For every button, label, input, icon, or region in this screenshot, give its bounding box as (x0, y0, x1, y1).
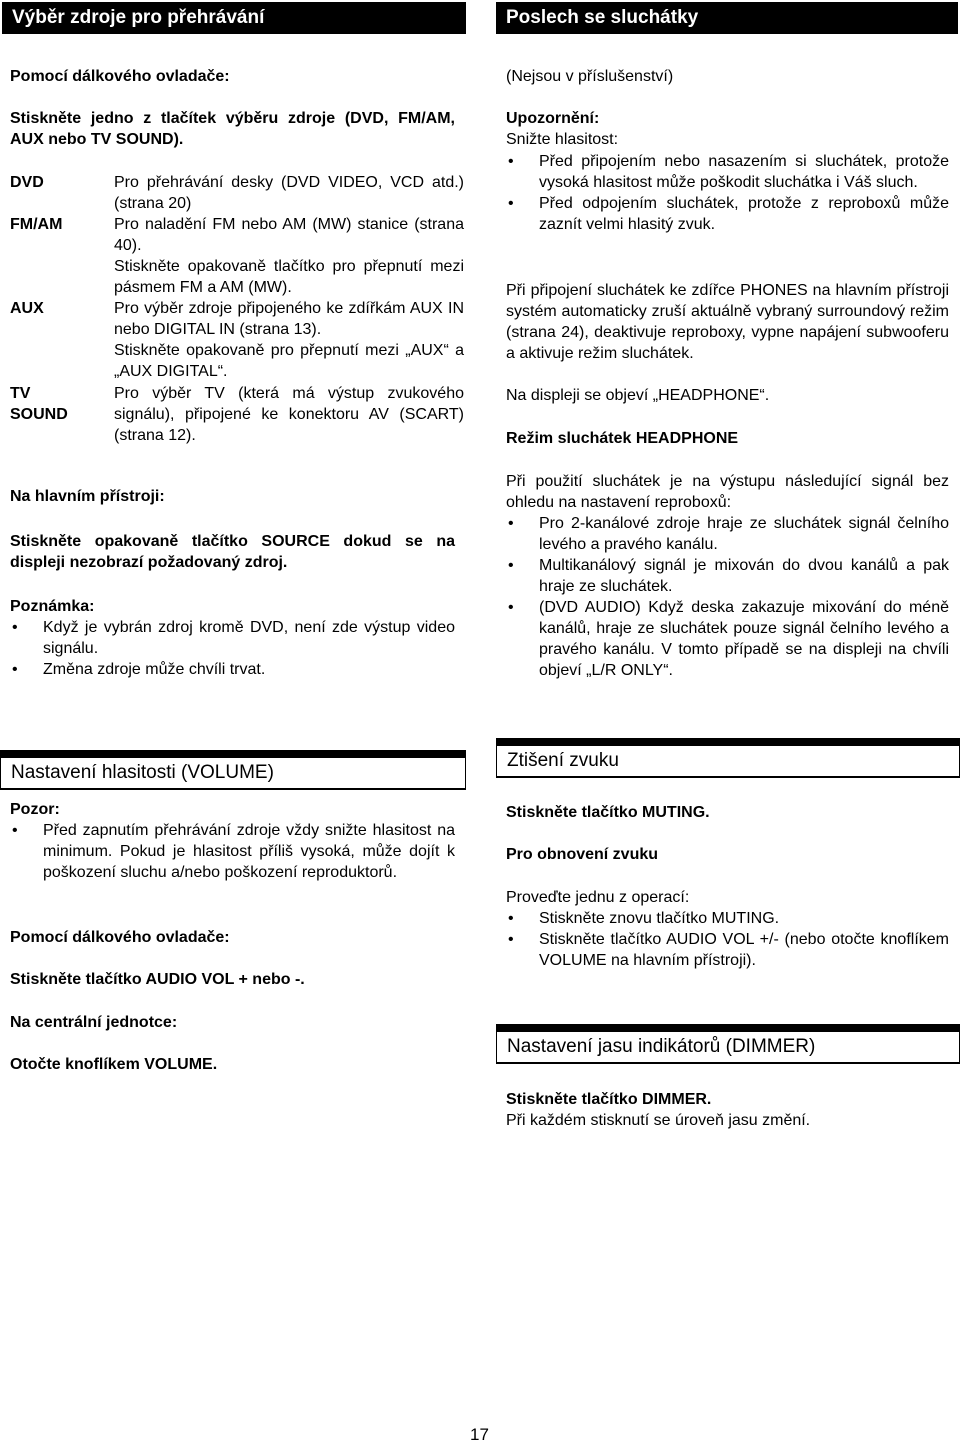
main-unit-heading: Na hlavním přístroji: (10, 488, 165, 505)
headphone-mode-item: • Multikanálový signál je mixován do dvou kanálů a pak hraje ze sluchátek. (506, 555, 949, 597)
restore-list (506, 908, 949, 971)
page-number: 17 (470, 1425, 489, 1444)
vol-unit-heading: Na centrální jednotce: (10, 1014, 178, 1031)
source-desc (114, 383, 464, 446)
section-title-dimmer: Nastavení jasu indikátorů (DIMMER) (496, 1024, 960, 1064)
section-title-source: Výběr zdroje pro přehrávání (2, 2, 466, 34)
restore-item: • Stiskněte tlačítko AUDIO VOL +/- (nebo otočte knoflíkem VOLUME na hlavním přístroji). (506, 929, 949, 971)
source-key: DVD (10, 174, 44, 191)
warning-item: • Před připojením nebo nasazením si sluchátek, protože vysoká hlasitost může poškodit sluchátka i Váš sluch. (506, 151, 949, 193)
source-desc-line: Pro výběr TV (která má výstup zvukového signálu), připojené ke konektoru AV (SCART) (strana 12). (114, 385, 464, 444)
not-included-note: (Nejsou v příslušenství) (506, 68, 674, 85)
source-key-line: SOUND (10, 406, 68, 423)
warning-heading: Upozornění: (506, 110, 600, 127)
section-title-volume: Nastavení hlasitosti (VOLUME) (0, 750, 466, 790)
note-item: • Změna zdroje může chvíli trvat. (10, 659, 455, 680)
section-title-headphones: Poslech se sluchátky (496, 2, 958, 34)
phones-paragraph: Při připojení sluchátek ke zdířce PHONES na hlavním přístroji systém automaticky zruší aktuálně vybraný surroundový režim (strana 24), deaktivuje reproboxy, vypne napájení subwooferu a aktivuje režim sluchátek. (506, 282, 949, 362)
section-title-muting: Ztišení zvuku (496, 738, 960, 778)
source-desc-line: Pro výběr zdroje připojeného ke zdířkám AUX IN nebo DIGITAL IN (strana 13). (114, 300, 464, 338)
source-desc-line: Stiskněte opakovaně tlačítko pro přepnutí mezi pásmem FM a AM (MW). (114, 258, 464, 296)
headphone-mode-item: • Pro 2-kanálové zdroje hraje ze sluchátek signál čelního levého a pravého kanálu. (506, 513, 949, 555)
source-desc-line: Pro přehrávání desky (DVD VIDEO, VCD atd.) (strana 20) (114, 174, 464, 212)
display-line: Na displeji se objeví „HEADPHONE“. (506, 387, 770, 404)
note-item: • Když je vybrán zdroj kromě DVD, není zde výstup video signálu. (10, 617, 455, 659)
note-heading: Poznámka: (10, 598, 95, 615)
caution-item: • Před zapnutím přehrávání zdroje vždy snižte hlasitost na minimum. Pokud je hlasitost příliš vysoká, může dojít k poškození sluchu a/nebo poškození reproduktorů. (10, 820, 455, 883)
source-desc-line: Stiskněte opakovaně pro přepnutí mezi „AUX“ a „AUX DIGITAL“. (114, 342, 464, 380)
warning-sub: Snižte hlasitost: (506, 131, 619, 148)
source-desc-line: Pro naladění FM nebo AM (MW) stanice (strana 40). (114, 216, 464, 254)
source-desc (114, 172, 464, 214)
vol-remote-heading: Pomocí dálkového ovladače: (10, 929, 230, 946)
dimmer-instruction: Stiskněte tlačítko DIMMER. (506, 1091, 712, 1108)
source-desc (114, 214, 464, 298)
headphone-mode-item: • (DVD AUDIO) Když deska zakazuje mixování do méně kanálů, hraje ze sluchátek pouze signál čelního levého a pravého kanálu. V tomto případě se na displeji na chvíli objeví „L/R ONLY“. (506, 597, 949, 681)
vol-remote-instruction: Stiskněte tlačítko AUDIO VOL + nebo -. (10, 971, 305, 988)
note-list (10, 617, 455, 680)
headphone-mode-heading: Režim sluchátek HEADPHONE (506, 430, 739, 447)
restore-item: • Stiskněte znovu tlačítko MUTING. (506, 908, 949, 929)
muting-instruction: Stiskněte tlačítko MUTING. (506, 804, 710, 821)
main-unit-instruction: Stiskněte opakovaně tlačítko SOURCE dokud se na displeji nezobrazí požadovaný zdroj. (10, 533, 455, 571)
remote-instruction: Stiskněte jedno z tlačítek výběru zdroje (DVD, FM/AM, AUX nebo TV SOUND). (10, 110, 455, 148)
warning-list (506, 151, 949, 235)
restore-sub: Proveďte jednu z operací: (506, 889, 690, 906)
warning-item: • Před odpojením sluchátek, protože z reproboxů může zaznít velmi hlasitý zvuk. (506, 193, 949, 235)
vol-unit-instruction: Otočte knoflíkem VOLUME. (10, 1056, 218, 1073)
source-key: AUX (10, 300, 44, 317)
source-desc (114, 298, 464, 382)
remote-heading: Pomocí dálkového ovladače: (10, 68, 230, 85)
headphone-mode-list (506, 513, 949, 681)
source-key: FM/AM (10, 216, 63, 233)
source-key (10, 383, 68, 425)
headphone-mode-paragraph: Při použití sluchátek je na výstupu následující signál bez ohledu na nastavení reproboxů: (506, 473, 949, 511)
caution-list (10, 820, 455, 883)
dimmer-note: Při každém stisknutí se úroveň jasu změní. (506, 1112, 811, 1129)
source-key-line: TV (10, 385, 31, 402)
caution-heading: Pozor: (10, 801, 60, 818)
restore-heading: Pro obnovení zvuku (506, 846, 659, 863)
